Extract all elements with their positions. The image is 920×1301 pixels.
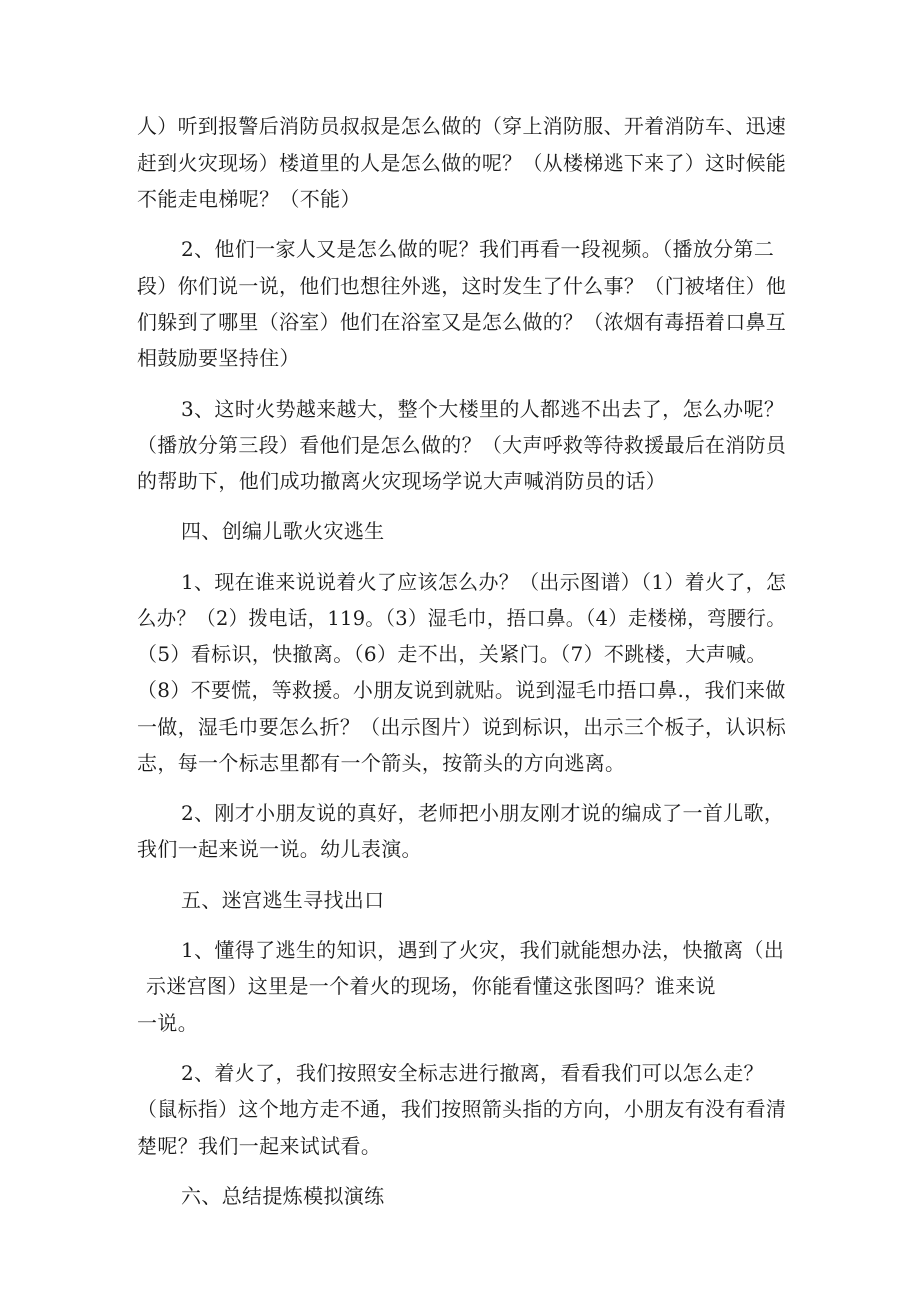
text-line: 2、他们一家人又是怎么做的呢？我们再看一段视频。（播放分第二 <box>181 237 775 261</box>
text-line: 1、现在谁来说说着火了应该怎么办？（出示图谱）（1）着火了，怎 <box>181 570 787 594</box>
text-line: 相鼓励要坚持住） <box>137 346 300 370</box>
text-line: 么办？（2）拨电话，119。（3）湿毛巾，捂口鼻。（4）走楼梯，弯腰行。 <box>137 606 786 630</box>
text-line: 3、这时火势越来越大，整个大楼里的人都逃不出去了，怎么办呢？ <box>181 397 785 421</box>
text-line: 们躲到了哪里（浴室）他们在浴室又是怎么做的？（浓烟有毒捂着口鼻互 <box>137 310 787 334</box>
text-line: 一说。 <box>137 1011 199 1035</box>
text-line: 2、刚才小朋友说的真好，老师把小朋友刚才说的编成了一首儿歌， <box>181 801 785 825</box>
text-line: 楚呢？我们一起来试试看。 <box>137 1134 382 1158</box>
text-line: 不能走电梯呢？（不能） <box>137 187 361 211</box>
text-line: （8）不要慌，等救援。小朋友说到就贴。说到湿毛巾捂口鼻.，我们来做 <box>137 678 786 702</box>
text-line: 示迷宫图）这里是一个着火的现场，你能看懂这张图吗？谁来说 <box>146 974 716 998</box>
text-line: 志，每一个标志里都有一个箭头，按箭头的方向逃离。 <box>137 751 626 775</box>
text-line: 一做，湿毛巾要怎么折？（出示图片）说到标识，出示三个板子，认识标 <box>137 715 787 739</box>
text-line: 段）你们说一说，他们也想往外逃，这时发生了什么事？（门被堵住）他 <box>137 274 787 298</box>
text-line: 我们一起来说一说。幼儿表演。 <box>137 837 422 861</box>
text-line: 人）听到报警后消防员叔叔是怎么做的（穿上消防服、开着消防车、迅速 <box>137 114 787 138</box>
text-line: 1、懂得了逃生的知识，遇到了火灾，我们就能想办法，快撤离（出 <box>181 938 785 962</box>
text-line: 2、着火了，我们按照安全标志进行撤离，看看我们可以怎么走？ <box>181 1061 764 1085</box>
text-line: （5）看标识，快撤离。（6）走不出，关紧门。（7）不跳楼，大声喊。 <box>137 642 767 666</box>
section-heading: 六、总结提炼模拟演练 <box>181 1184 385 1208</box>
section-heading: 五、迷宫逃生寻找出口 <box>181 888 385 912</box>
text-line: （播放分第三段）看他们是怎么做的？（大声呼救等待救援最后在消防员 <box>137 433 787 457</box>
text-line: 赶到火灾现场）楼道里的人是怎么做的呢？（从楼梯逃下来了）这时候能 <box>137 151 787 175</box>
text-line: （鼠标指）这个地方走不通，我们按照箭头指的方向，小朋友有没有看清 <box>137 1097 787 1121</box>
text-line: 的帮助下，他们成功撤离火灾现场学说大声喊消防员的话） <box>137 469 667 493</box>
section-heading: 四、创编儿歌火灾逃生 <box>181 519 385 543</box>
